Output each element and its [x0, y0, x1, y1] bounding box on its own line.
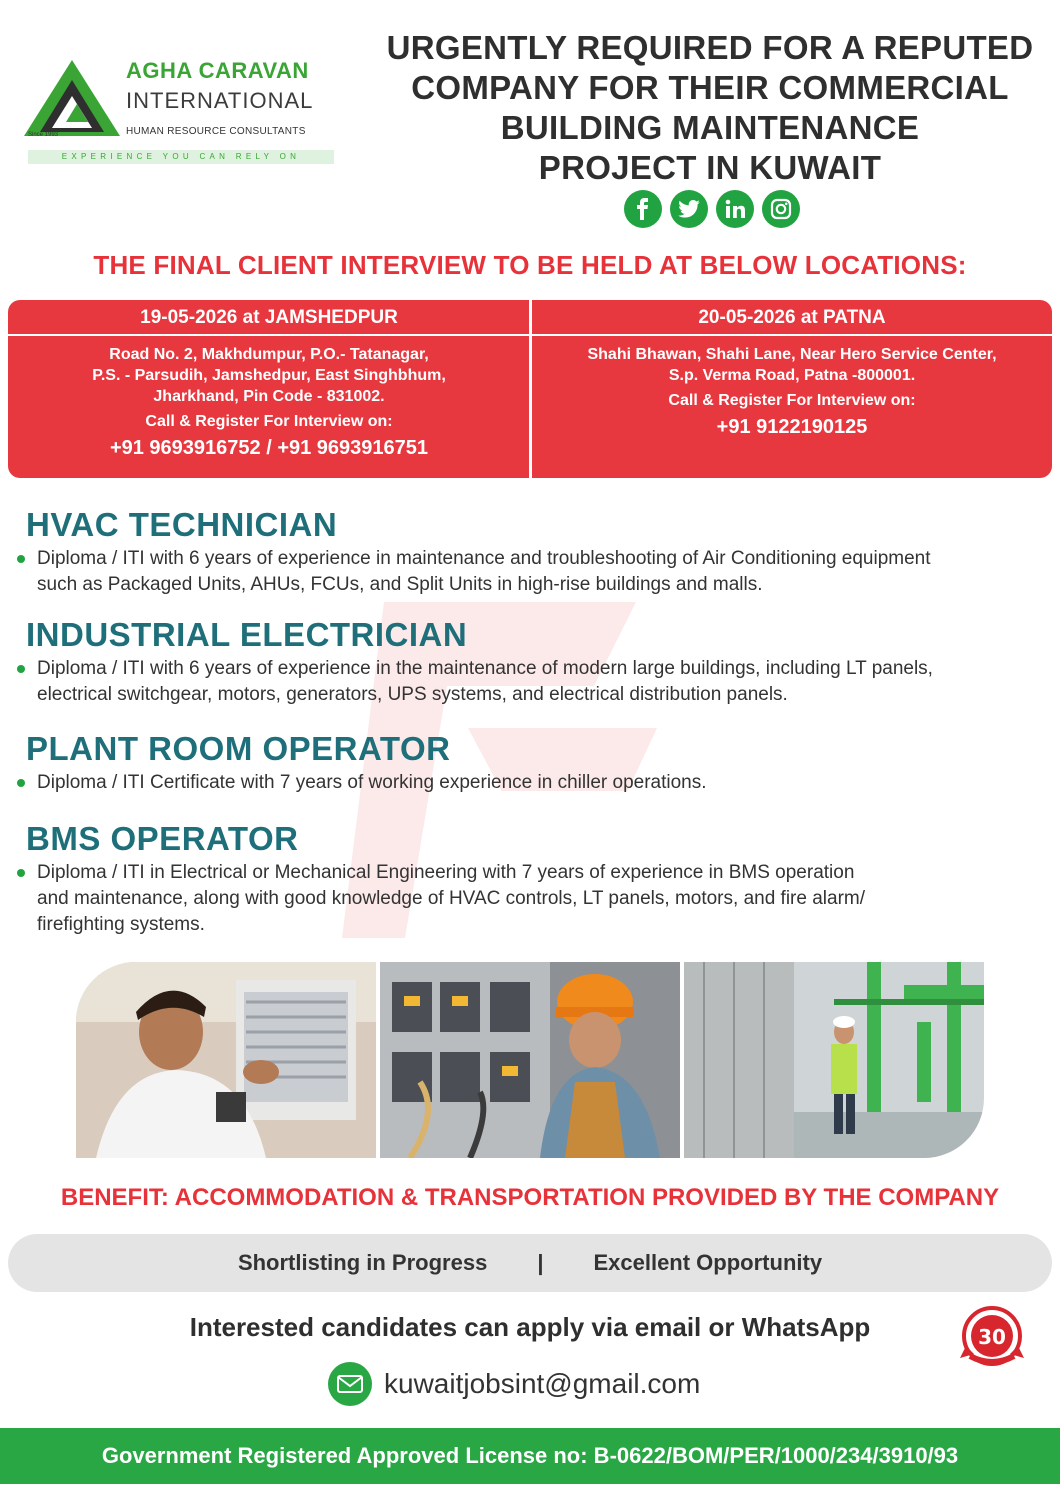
- interview-locations: [8, 300, 1052, 478]
- bullet-icon: [17, 555, 25, 563]
- headline-line: URGENTLY REQUIRED FOR A REPUTED: [386, 29, 1034, 66]
- desc-line: firefighting systems.: [37, 914, 205, 935]
- benefit-text: BENEFIT: ACCOMMODATION & TRANSPORTATION PROVIDED BY THE COMPANY: [60, 1184, 1000, 1211]
- instagram-icon[interactable]: [762, 190, 800, 228]
- call-register-label: Call & Register For Interview on:: [668, 392, 916, 409]
- phone-number[interactable]: +91 9122190125: [716, 416, 868, 438]
- brand-subtitle: HUMAN RESOURCE CONSULTANTS: [126, 126, 306, 137]
- desc-line: Diploma / ITI with 6 years of experience in maintenance and troubleshooting of Air Conditioning equipment: [37, 548, 931, 569]
- job-bms-operator: [26, 820, 1046, 938]
- headline-line: COMPANY FOR THEIR COMMERCIAL: [411, 69, 1009, 106]
- desc-line: Diploma / ITI Certificate with 7 years of working experience in chiller operations.: [37, 772, 707, 793]
- facebook-icon[interactable]: [624, 190, 662, 228]
- status-shortlisting: Shortlisting in Progress: [237, 1250, 488, 1275]
- license-footer: Government Registered Approved License no: B-0622/BOM/PER/1000/234/3910/93: [0, 1428, 1060, 1484]
- brand-tagline: EXPERIENCE YOU CAN RELY ON: [28, 150, 334, 164]
- desc-line: Diploma / ITI with 6 years of experience in the maintenance of modern large buildings, including LT panels,: [37, 658, 933, 679]
- photo-strip: [76, 962, 984, 1158]
- job-title: HVAC TECHNICIAN: [26, 506, 338, 543]
- location-address: [532, 344, 1052, 386]
- since-label: Since 1993: [28, 132, 59, 138]
- call-register-label: Call & Register For Interview on:: [145, 413, 393, 430]
- email-contact[interactable]: [328, 1362, 700, 1406]
- photo-hvac-technician: [76, 962, 376, 1158]
- anniversary-badge-icon: [956, 1302, 1028, 1374]
- email-address[interactable]: kuwaitjobsint@gmail.com: [384, 1368, 701, 1399]
- address-line: S.p. Verma Road, Patna -800001.: [668, 367, 916, 384]
- social-icons: [624, 190, 800, 228]
- twitter-icon[interactable]: [670, 190, 708, 228]
- desc-line: electrical switchgear, motors, generators, UPS systems, and electrical distribution panels.: [37, 684, 788, 705]
- address-line: P.S. - Parsudih, Jamshedpur, East Singhbhum,: [92, 367, 446, 384]
- location-patna: [532, 300, 1052, 478]
- triangle-logo-icon: [22, 58, 122, 138]
- status-separator: |: [537, 1250, 544, 1275]
- job-industrial-electrician: [26, 616, 1046, 708]
- bullet-icon: [17, 869, 25, 877]
- apply-instructions: Interested candidates can apply via email or WhatsApp: [189, 1312, 871, 1342]
- job-title: INDUSTRIAL ELECTRICIAN: [26, 616, 468, 653]
- job-description: [26, 656, 1046, 708]
- location-address: [8, 344, 530, 407]
- photo-industrial-electrician: [380, 962, 680, 1158]
- company-logo: [22, 52, 342, 172]
- brand-name-line1: AGHA CARAVAN: [126, 58, 309, 83]
- desc-line: and maintenance, along with good knowledge of HVAC controls, LT panels, motors, and fire alarm/: [37, 888, 866, 909]
- status-opportunity: Excellent Opportunity: [593, 1250, 823, 1275]
- interview-title: THE FINAL CLIENT INTERVIEW TO BE HELD AT BELOW LOCATIONS:: [93, 250, 967, 280]
- job-hvac-technician: [26, 506, 1046, 598]
- headline-line: PROJECT IN KUWAIT: [538, 149, 882, 186]
- photo-plant-room-operator: [684, 962, 984, 1158]
- status-bar: [8, 1234, 1052, 1292]
- phone-number[interactable]: +91 9693916752 / +91 9693916751: [109, 437, 429, 459]
- bullet-icon: [17, 665, 25, 673]
- job-description: [26, 546, 1046, 598]
- job-description: [26, 770, 1046, 796]
- desc-line: such as Packaged Units, AHUs, FCUs, and Split Units in high-rise buildings and malls.: [37, 574, 763, 595]
- location-header: 20-05-2026 at PATNA: [532, 300, 1052, 336]
- address-line: Road No. 2, Makhdumpur, P.O.- Tatanagar,: [109, 346, 429, 363]
- job-title: PLANT ROOM OPERATOR: [26, 730, 451, 767]
- desc-line: Diploma / ITI in Electrical or Mechanical Engineering with 7 years of experience in BMS operation: [37, 862, 855, 883]
- job-description: [26, 860, 1046, 938]
- address-line: Jharkhand, Pin Code - 831002.: [153, 388, 385, 405]
- job-title: BMS OPERATOR: [26, 820, 299, 857]
- brand-name-line2: INTERNATIONAL: [126, 88, 314, 113]
- address-line: Shahi Bhawan, Shahi Lane, Near Hero Service Center,: [587, 346, 997, 363]
- headline: [372, 28, 1048, 188]
- badge-number: 30: [978, 1325, 1006, 1349]
- mail-icon: [328, 1362, 372, 1406]
- location-jamshedpur: [8, 300, 530, 478]
- headline-line: BUILDING MAINTENANCE: [500, 109, 920, 146]
- location-header: 19-05-2026 at JAMSHEDPUR: [8, 300, 530, 336]
- bullet-icon: [17, 779, 25, 787]
- job-plant-room-operator: [26, 730, 1046, 796]
- linkedin-icon[interactable]: [716, 190, 754, 228]
